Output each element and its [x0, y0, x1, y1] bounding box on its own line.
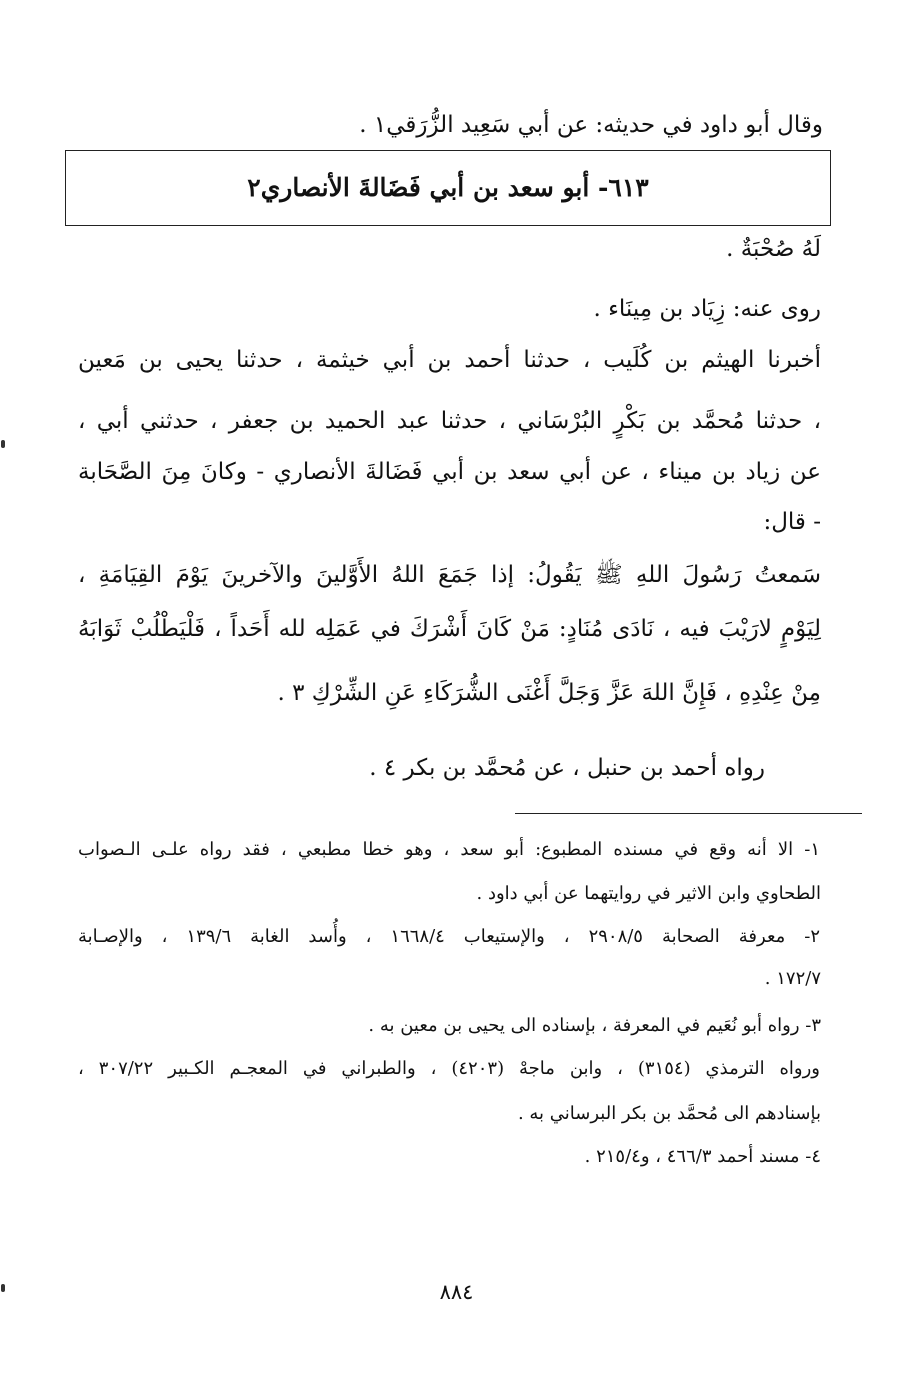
source-line: رواه أحمد بن حنبل ، عن مُحمَّد بن بكر ٤ .	[369, 755, 765, 781]
body-line-isnad-3: عن زياد بن ميناء ، عن أبي سعد بن أبي فَضَالةَ الأنصاري - وكانَ مِنَ الصَّحَابة	[78, 459, 821, 485]
hadith-line-2: لِيَوْمٍ لارَيْبَ فيه ، نَادَى مُنَادٍ: مَنْ كَانَ أَشْرَكَ في عَمَلِه لله أَحَداً ، فَلْيَطْلُبْ ثَوَابَهُ	[78, 616, 821, 642]
footnote-1-line-2: الطحاوي وابن الاثير في روايتهما عن أبي داود .	[476, 883, 821, 904]
hadith-line-1: سَمعتُ رَسُولَ اللهِ ﷺ يَقُولُ: إذا جَمَعَ اللهُ الأَوَّلينَ والآخرينَ يَوْمَ القِيَامَةِ ،	[78, 562, 821, 588]
footnote-3-line-1: ٣- رواه أبو نُعَيم في المعرفة ، بإسناده الى يحيى بن معين به .	[368, 1015, 821, 1036]
entry-heading: ٦١٣- أبو سعد بن أبي فَضَالةَ الأنصاري٢	[247, 173, 649, 202]
footnote-3-line-2: ورواه الترمذي (٣١٥٤) ، وابن ماجهْ (٤٢٠٣) ، والطبراني في المعجـم الكـبير ٣٠٧/٢٢ ،	[78, 1058, 820, 1079]
hadith-line-3: مِنْ عِنْدِهِ ، فَإِنَّ اللهَ عَزَّ وَجَلَّ أَغْنَى الشُّرَكَاءِ عَنِ الشِّرْكِ ٣ .	[277, 680, 821, 706]
body-line-isnad-1: أخبرنا الهيثم بن كُلَيب ، حدثنا أحمد بن أبي خيثمة ، حدثنا يحيى بن مَعين	[78, 347, 821, 373]
footnote-separator	[515, 813, 862, 814]
body-line-narrated-by: روى عنه: زِيَاد بن مِينَاء .	[593, 296, 821, 322]
body-line-isnad-2: ، حدثنا مُحمَّد بن بَكْرٍ البُرْسَاني ، حدثنا عبد الحميد بن جعفر ، حدثني أبي ،	[78, 408, 821, 434]
scan-mark-bottom	[1, 1284, 5, 1292]
footnote-2-line-1: ٢- معرفة الصحابة ٢٩٠٨/٥ ، والإستيعاب ١٦٦٨/٤ ، وأُسد الغابة ١٣٩/٦ ، والإصـابة	[78, 926, 821, 947]
footnote-4: ٤- مسند أحمد ٤٦٦/٣ ، و٢١٥/٤ .	[584, 1146, 821, 1167]
body-line-companion: لَهُ صُحْبَةٌ .	[726, 236, 821, 262]
page-number: ٨٨٤	[439, 1280, 474, 1304]
intro-line: وقال أبو داود في حديثه: عن أبي سَعِيد الزُّرَقي١ .	[359, 112, 823, 138]
footnote-3-line-3: بإسنادهم الى مُحمَّد بن بكر البرساني به .	[517, 1103, 821, 1124]
body-line-isnad-4: - قال:	[763, 509, 821, 535]
scan-mark-top	[1, 440, 5, 448]
footnote-1-line-1: ١- الا أنه وقع في مسنده المطبوع: أبو سعد ، وهو خطا مطبعي ، فقد رواه علـى الـصواب	[78, 839, 820, 860]
footnote-2-line-2: ١٧٢/٧ .	[764, 968, 821, 989]
